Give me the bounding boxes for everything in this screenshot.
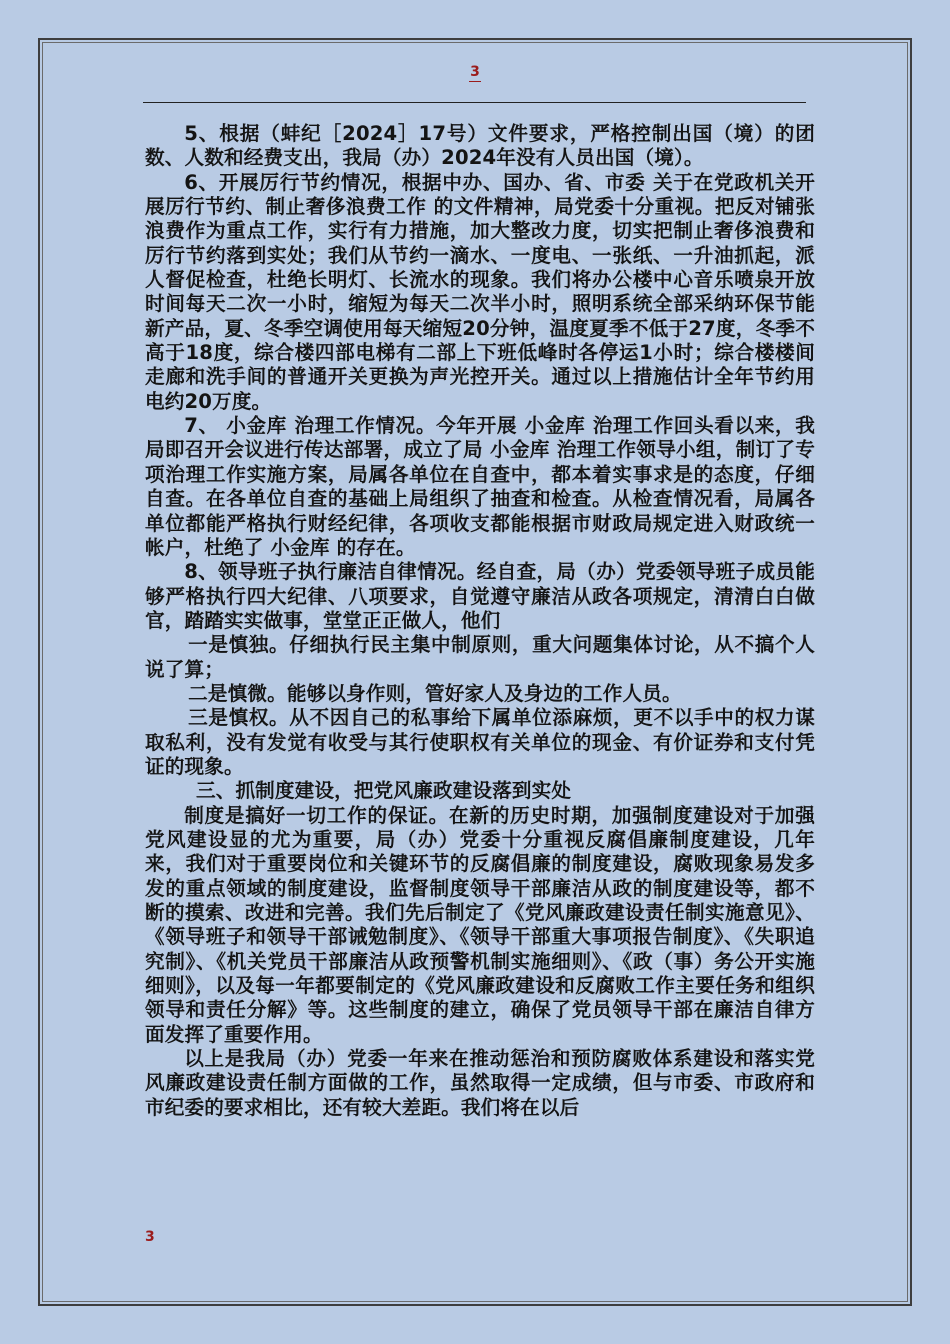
- section-heading-3: 三、抓制度建设，把党风廉政建设落到实处: [195, 779, 572, 803]
- paragraph-shenquan: 三是慎权。从不因自己的私事给下属单位添麻烦，更不以手中的权力谋取私利，没有发觉有收受与其行使职权有关单位的现金、有价证券和支付凭证的现象。: [145, 706, 815, 778]
- paragraph-shenwei: 二是慎微。能够以身作则，管好家人及身边的工作人员。: [188, 681, 682, 705]
- document-body: [145, 122, 815, 1120]
- paragraph-summary: 以上是我局（办）党委一年来在推动惩治和预防腐败体系建设和落实党风廉政建设责任制方面做的工作，虽然取得一定成绩，但与市委、市政府和市纪委的要求相比，还有较大差距。我们将在以后: [145, 1047, 815, 1119]
- header-divider: [143, 102, 806, 103]
- paragraph-system-building: 制度是搞好一切工作的保证。在新的历史时期，加强制度建设对于加强党风建设显的尤为重要，局（办）党委十分重视反腐倡廉制度建设，几年来，我们对于重要岗位和关键环节的反腐倡廉的制度建设，腐败现象易发多发的重点领域的制度建设，监督制度领导干部廉洁从政的制度建设等，都不断的摸索、改进和完善。我们先后制定了《党风廉政建设责任制实施意见》、《领导班子和领导干部诫勉制度》、《领导干部重大事项报告制度》、《失职追究制》、《机关党员干部廉洁从政预警机制实施细则》、《政（事）务公开实施细则》，以及每一年都要制定的《党风廉政建设和反腐败工作主要任务和组织领导和责任分解》等。这些制度的建立，确保了党员领导干部在廉洁自律方面发挥了重要作用。: [145, 803, 815, 1046]
- paragraph-5: 5、根据（蚌纪［2024］17号）文件要求，严格控制出国（境）的团数、人数和经费支出，我局（办）2024年没有人员出国（境）。: [145, 122, 815, 170]
- paragraph-8: 8、领导班子执行廉洁自律情况。经自查，局（办）党委领导班子成员能够严格执行四大纪律、八项要求，自觉遵守廉洁从政各项规定，清清白白做官，踏踏实实做事，堂堂正正做人，他们: [145, 560, 815, 632]
- page-header-number: 3: [470, 64, 480, 80]
- paragraph-7: 7、 小金库 治理工作情况。今年开展 小金库 治理工作回头看以来，我局即召开会议进行传达部署，成立了局 小金库 治理工作领导小组，制订了专项治理工作实施方案，局属各单位在自查中，都本着实事求是的态度，仔细自查。在各单位自查的基础上局组织了抽查和检查。从检查情况看，局属各单位都能严格执行财经纪律，各项收支都能根据市财政局规定进入财政统一帐户，杜绝了 小金库 的存在。: [145, 414, 815, 559]
- page-footer-number: 3: [145, 1229, 155, 1245]
- paragraph-shendu: 一是慎独。仔细执行民主集中制原则，重大问题集体讨论，从不搞个人说了算；: [145, 633, 815, 681]
- paragraph-6: 6、开展厉行节约情况，根据中办、国办、省、市委 关于在党政机关开展厉行节约、制止奢侈浪费工作 的文件精神，局党委十分重视。把反对铺张浪费作为重点工作，实行有力措施，加大整改力度，切实把制止奢侈浪费和厉行节约落到实处；我们从节约一滴水、一度电、一张纸、一升油抓起，派人督促检查，杜绝长明灯、长流水的现象。我们将办公楼中心音乐喷泉开放时间每天二次一小时，缩短为每天二次半小时，照明系统全部采纳环保节能新产品，夏、冬季空调使用每天缩短20分钟，温度夏季不低于27度，冬季不高于18度，综合楼四部电梯有二部上下班低峰时各停运1小时；综合楼楼间走廊和洗手间的普通开关更换为声光控开关。通过以上措施估计全年节约用电约20万度。: [145, 170, 815, 413]
